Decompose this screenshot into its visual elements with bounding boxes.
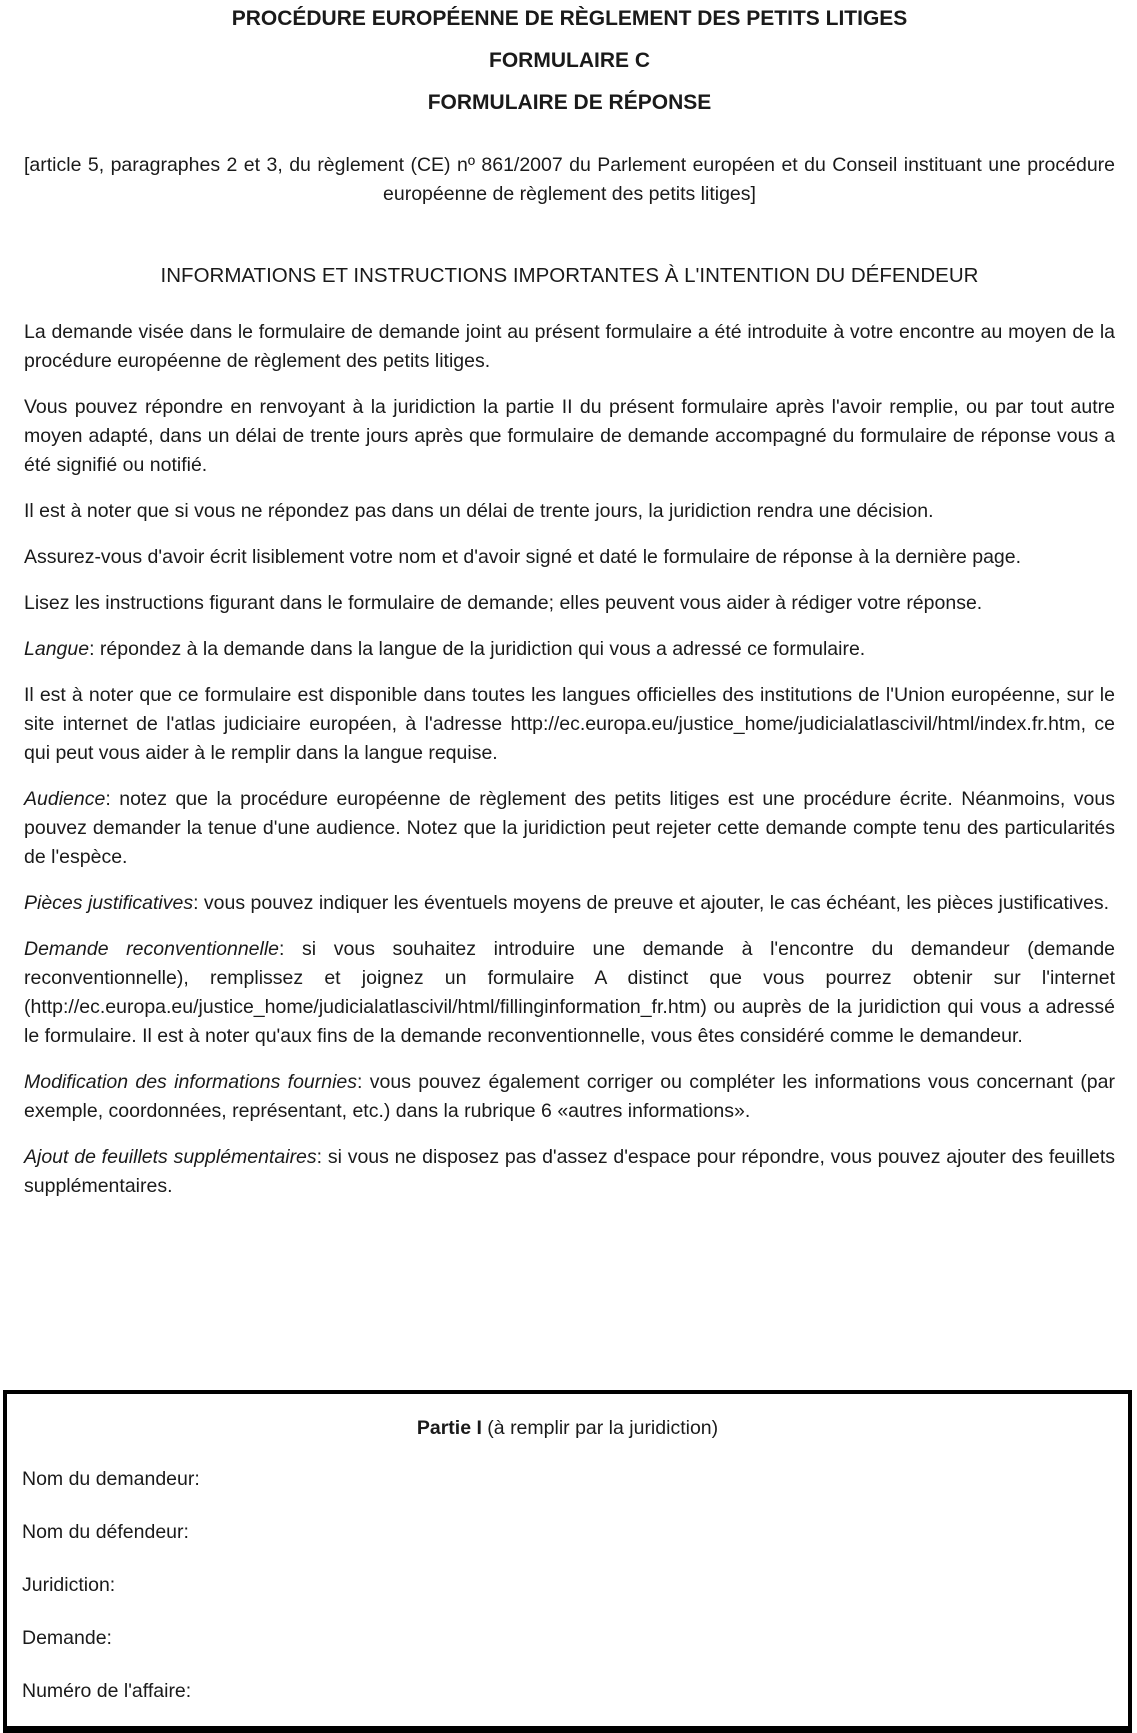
instructions-heading: INFORMATIONS ET INSTRUCTIONS IMPORTANTES À L'INTENTION DU DÉFENDEUR xyxy=(160,264,979,287)
field-claimant-name xyxy=(22,1468,1128,1490)
field-label: Demande: xyxy=(22,1627,112,1649)
form-name: FORMULAIRE DE RÉPONSE xyxy=(427,91,712,114)
field-case-number xyxy=(22,1680,1128,1702)
part1-heading-title: Partie I xyxy=(416,1417,482,1439)
part1-heading xyxy=(7,1416,1128,1440)
paragraph-lead: Demande reconventionnelle xyxy=(24,938,280,960)
paragraph-text: Il est à noter que ce formulaire est disponible dans toutes les langues officielles des institutions de l'Union européenne, sur le site internet de l'atlas judiciaire européen, à l'adresse http://ec.europa.eu/justice_home/judicialatlascivil/html/index.fr.htm, ce qui peut vous aider à le remplir dans la langue requise. xyxy=(24,684,1115,764)
field-court xyxy=(22,1574,1128,1596)
paragraph-lead: Pièces justificatives xyxy=(24,892,194,914)
field-claim xyxy=(22,1627,1128,1649)
paragraph-lead: Langue xyxy=(24,638,90,660)
instruction-paragraph xyxy=(24,681,1115,768)
field-defendant-name xyxy=(22,1521,1128,1543)
instruction-paragraph xyxy=(24,935,1115,1051)
paragraph-text: Il est à noter que si vous ne répondez pas dans un délai de trente jours, la juridiction rendra une décision. xyxy=(24,500,934,522)
instruction-paragraph xyxy=(24,1143,1115,1201)
paragraph-text: Assurez-vous d'avoir écrit lisiblement votre nom et d'avoir signé et daté le formulaire de réponse à la dernière page. xyxy=(24,546,1022,568)
part1-box xyxy=(3,1390,1132,1733)
instruction-paragraph xyxy=(24,1068,1115,1126)
paragraph-text: : notez que la procédure européenne de règlement des petits litiges est une procédure écrite. Néanmoins, vous pouvez demander la tenue d'une audience. Notez que la juridiction peut rejeter cette demande compte tenu des particularités de l'espèce. xyxy=(24,788,1115,868)
paragraph-text: : vous pouvez également corriger ou compléter les informations vous concernant (par exemple, coordonnées, représentant, etc.) dans la rubrique 6 «autres informations». xyxy=(24,1071,1115,1122)
paragraph-lead: Ajout de feuillets supplémentaires xyxy=(24,1146,317,1168)
paragraph-lead: Modification des informations fournies xyxy=(24,1071,358,1093)
instruction-paragraph xyxy=(24,318,1115,376)
instruction-paragraph xyxy=(24,543,1115,572)
instruction-paragraph xyxy=(24,393,1115,480)
part1-heading-note: (à remplir par la juridiction) xyxy=(481,1417,719,1439)
paragraph-text: La demande visée dans le formulaire de demande joint au présent formulaire a été introduite à votre encontre au moyen de la procédure européenne de règlement des petits litiges. xyxy=(24,321,1115,372)
instruction-paragraph xyxy=(24,785,1115,872)
instruction-paragraph xyxy=(24,589,1115,618)
paragraph-text: : répondez à la demande dans la langue de la juridiction qui vous a adressé ce formulaire. xyxy=(89,638,866,660)
paragraph-text: : si vous souhaitez introduire une demande à l'encontre du demandeur (demande reconventionnelle), remplissez et joignez un formulaire A distinct que vous pourrez obtenir sur l'internet (http://ec.europa.eu/justice_home/judicialatlascivil/html/fillinginformation_fr.htm) ou auprès de la juridiction qui vous a adressé le formulaire. Il est à noter qu'aux fins de la demande reconventionnelle, vous êtes considéré comme le demandeur. xyxy=(24,938,1116,1047)
field-label: Nom du demandeur: xyxy=(22,1468,200,1490)
article-reference: [article 5, paragraphes 2 et 3, du règlement (CE) nº 861/2007 du Parlement européen et du Conseil instituant une procédure européenne de règlement des petits litiges] xyxy=(24,154,1115,205)
instruction-paragraph xyxy=(24,889,1115,918)
document-title: PROCÉDURE EUROPÉENNE DE RÈGLEMENT DES PETITS LITIGES xyxy=(231,7,908,30)
paragraph-lead: Audience xyxy=(24,788,106,810)
instruction-paragraph xyxy=(24,497,1115,526)
paragraph-text: Lisez les instructions figurant dans le formulaire de demande; elles peuvent vous aider à rédiger votre réponse. xyxy=(24,592,983,614)
form-code: FORMULAIRE C xyxy=(489,49,650,72)
instruction-paragraph xyxy=(24,635,1115,664)
part1-fields xyxy=(22,1468,1128,1702)
paragraph-text: : si vous ne disposez pas d'assez d'espace pour répondre, vous pouvez ajouter des feuillets supplémentaires. xyxy=(24,1146,1115,1197)
instructions-paragraphs xyxy=(24,318,1115,1201)
paragraph-text: : vous pouvez indiquer les éventuels moyens de preuve et ajouter, le cas échéant, les pièces justificatives. xyxy=(193,892,1110,914)
field-label: Numéro de l'affaire: xyxy=(22,1680,192,1702)
field-label: Juridiction: xyxy=(22,1574,116,1596)
paragraph-text: Vous pouvez répondre en renvoyant à la juridiction la partie II du présent formulaire après l'avoir remplie, ou par tout autre moyen adapté, dans un délai de trente jours après que formulaire de demande accompagné du formulaire de réponse vous a été signifié ou notifié. xyxy=(24,396,1115,476)
field-label: Nom du défendeur: xyxy=(22,1521,189,1543)
